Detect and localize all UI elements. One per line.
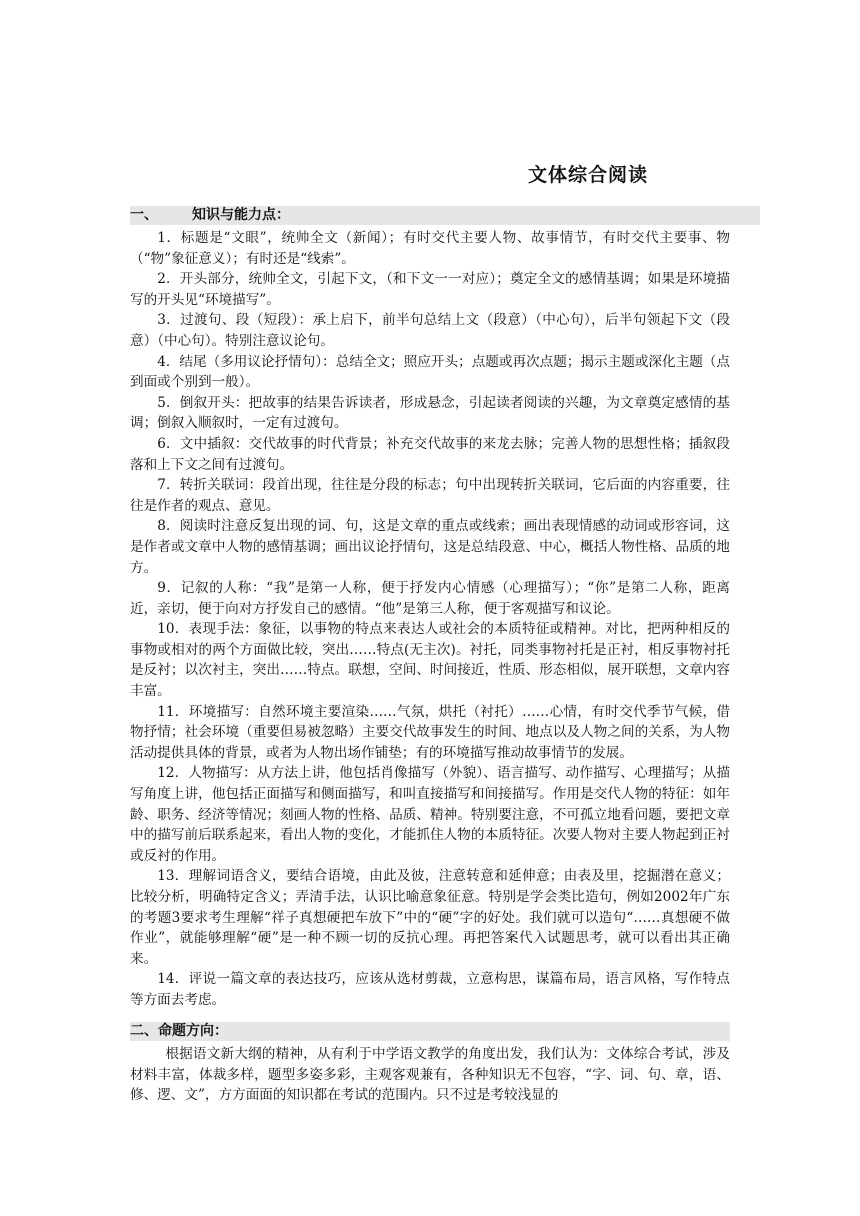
knowledge-point-6: 6．文中插叙：交代故事的时代背景；补充交代故事的来龙去脉；完善人物的思想性格；插叙段落和上下文之间有过渡句。 <box>130 435 730 473</box>
knowledge-point-13: 13．理解词语含义，要结合语境，由此及彼，注意转意和延伸意；由表及里，挖掘潜在意义；比较分析，明确特定含义；弄清手法，认识比喻意象征意。特别是学会类比造句，例如2002年广东的考题3要求考生理解“祥子真想硬把车放下”中的“硬”字的好处。我们就可以造句“……真想硬不做作业”，就能够理解“硬”是一种不顾一切的反抗心理。再把答案代入试题思考，就可以看出其正确来。 <box>130 868 730 967</box>
section-number: 二、 <box>130 1023 158 1039</box>
knowledge-point-11: 11．环境描写：自然环境主要渲染……气氛，烘托（衬托）……心情，有时交代季节气候，借物抒情；社会环境（重要但易被忽略）主要交代故事发生的时间、地点以及人物之间的关系，为人物活动提供具体的背景，或者为人物出场作铺垫；有的环境描写推动故事情节的发展。 <box>130 703 730 761</box>
page-title: 文体综合阅读 <box>528 164 649 186</box>
direction-body <box>130 1044 730 1106</box>
knowledge-point-5: 5．倒叙开头：把故事的结果告诉读者，形成悬念，引起读者阅读的兴趣，为文章奠定感情的基调；倒叙入顺叙时，一定有过渡句。 <box>130 394 730 432</box>
section-heading-label: 命题方向： <box>158 1023 228 1039</box>
section-heading-direction <box>130 1022 730 1041</box>
knowledge-point-2: 2．开头部分，统帅全文，引起下文，（和下文一一对应）；奠定全文的感情基调；如果是环境描写的开头见“环境描写”。 <box>130 271 730 308</box>
section-heading-label: 知识与能力点： <box>192 207 290 223</box>
knowledge-point-10: 10．表现手法：象征，以事物的特点来表达人或社会的本质特征或精神。对比，把两种相反的事物或相对的两个方面做比较，突出……特点(无主次)。衬托，同类事物衬托是正衬，相反事物衬托是反衬；以次衬主，突出……特点。联想，空间、时间接近，性质、形态相似，展开联想，文章内容丰富。 <box>130 621 730 700</box>
knowledge-points-body <box>130 228 730 1011</box>
direction-paragraph: 根据语文新大纲的精神，从有利于中学语文教学的角度出发，我们认为：文体综合考试，涉及材料丰富，体裁多样，题型多姿多彩，主观客观兼有，各种知识无不包容，“字、词、句、章，语、修、逻、文”，方方面面的知识都在考试的范围内。只不过是考较浅显的 <box>130 1046 730 1104</box>
section-number: 一、 <box>130 207 158 223</box>
knowledge-point-3: 3．过渡句、段（短段）：承上启下，前半句总结上文（段意）（中心句），后半句领起下文（段意）（中心句）。特别注意议论句。 <box>130 312 730 349</box>
knowledge-point-14: 14．评说一篇文章的表达技巧，应该从选材剪裁，立意构思，谋篇布局，语言风格，写作特点等方面去考虑。 <box>130 971 730 1008</box>
knowledge-point-9: 9．记叙的人称：“我”是第一人称，便于抒发内心情感（心理描写）；“你”是第二人称，距离近，亲切，便于向对方抒发自己的感情。“他”是第三人称，便于客观描写和议论。 <box>130 580 730 617</box>
knowledge-point-1: 1．标题是“文眼”，统帅全文（新闻）；有时交代主要人物、故事情节，有时交代主要事、物（“物”象征意义）；有时还是“线索”。 <box>130 230 730 267</box>
knowledge-point-4: 4．结尾（多用议论抒情句）：总结全文；照应开头；点题或再次点题；揭示主题或深化主题（点到面或个别到一般）。 <box>130 353 730 391</box>
knowledge-point-12: 12．人物描写：从方法上讲，他包括肖像描写（外貌）、语言描写、动作描写、心理描写；从描写角度上讲，他包括正面描写和侧面描写，和叫直接描写和间接描写。作用是交代人物的特征：如年龄、职务、经济等情况；刻画人物的性格、品质、精神。特别要注意，不可孤立地看问题，要把文章中的描写前后联系起来，看出人物的变化，才能抓住人物的本质特征。次要人物对主要人物起到正衬或反衬的作用。 <box>130 765 730 864</box>
knowledge-point-7: 7．转折关联词：段首出现，往往是分段的标志；句中出现转折关联词，它后面的内容重要，往往是作者的观点、意见。 <box>130 477 730 514</box>
section-heading-knowledge <box>130 206 760 225</box>
knowledge-point-8: 8．阅读时注意反复出现的词、句，这是文章的重点或线索；画出表现情感的动词或形容词，这是作者或文章中人物的感情基调；画出议论抒情句，这是总结段意、中心，概括人物性格、品质的地方。 <box>130 518 730 576</box>
